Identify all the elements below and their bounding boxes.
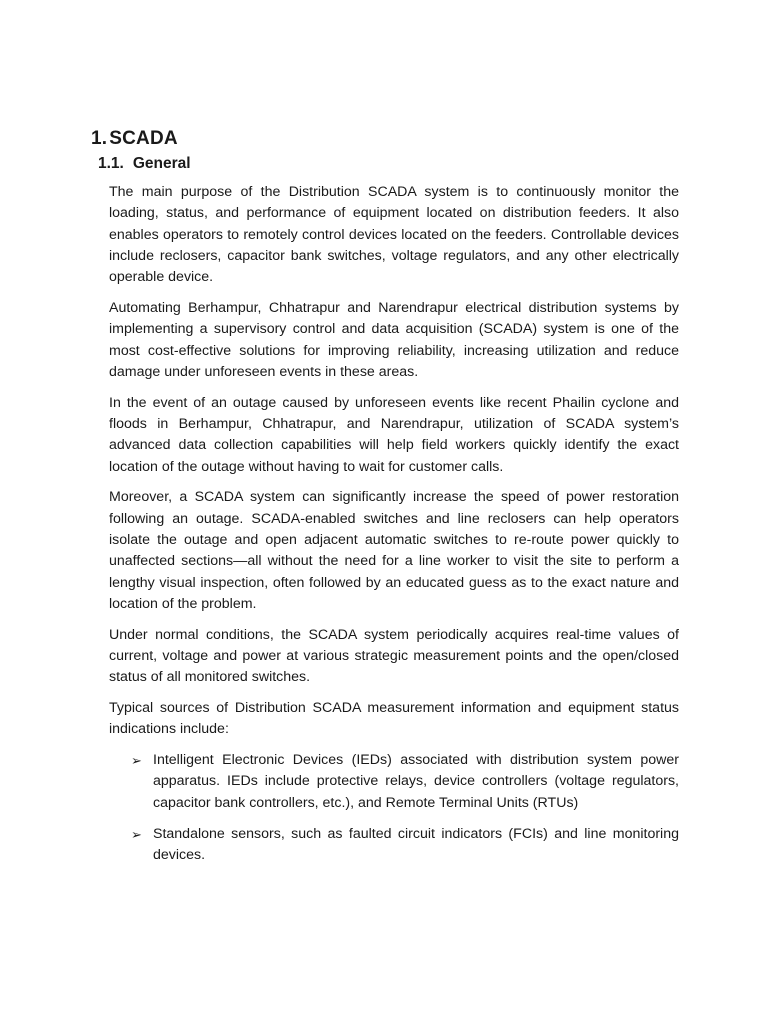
subsection-number: 1.1.	[98, 155, 124, 172]
paragraph-automation: Automating Berhampur, Chhatrapur and Narendrapur electrical distribution systems by implementing a supervisory control and data acquisition (SCADA) system is one of the most cost-effective solutions for improving reliability, increasing utilization and reduce damage under unforeseen events in these areas.	[109, 299, 679, 380]
section-title: SCADA	[109, 128, 178, 149]
paragraph-normal-conditions: Under normal conditions, the SCADA system periodically acquires real-time values of current, voltage and power at various strategic measurement points and the open/closed status of all monitored switches.	[109, 626, 679, 686]
paragraph-outage: In the event of an outage caused by unforeseen events like recent Phailin cyclone and floods in Berhampur, Chhatrapur, and Narendrapur, utilization of SCADA system’s advanced data collection capabilities will help field workers quickly identify the exact location of the outage without having to wait for customer calls.	[109, 394, 679, 475]
list-item-text: Standalone sensors, such as faulted circuit indicators (FCIs) and line monitoring devices.	[153, 825, 679, 863]
list-item	[109, 750, 679, 814]
section-body	[109, 182, 679, 876]
paragraph-sources-intro: Typical sources of Distribution SCADA measurement information and equipment status indications include:	[109, 700, 679, 738]
section-heading	[91, 128, 178, 150]
subsection-title: General	[132, 155, 191, 172]
paragraph-restoration: Moreover, a SCADA system can significantly increase the speed of power restoration following an outage. SCADA-enabled switches and line reclosers can help operators isolate the outage and open adjacent automatic switches to re-route power quickly to unaffected sections—all without the need for a line worker to visit the site to perform a lengthy visual inspection, often followed by an educated guess as to the exact nature and location of the problem.	[109, 489, 679, 612]
list-item	[109, 824, 679, 867]
paragraph-purpose: The main purpose of the Distribution SCADA system is to continuously monitor the loading, status, and performance of equipment located on distribution feeders. It also enables operators to remotely control devices located on the feeders. Controllable devices include reclosers, capacitor bank switches, voltage regulators, and any other electrically operable device.	[109, 184, 679, 286]
arrow-bullet-icon: ➢	[131, 753, 142, 769]
sources-list	[109, 750, 679, 866]
section-number: 1.	[91, 128, 108, 149]
subsection-heading	[98, 155, 191, 173]
arrow-bullet-icon: ➢	[131, 826, 142, 842]
list-item-text: Intelligent Electronic Devices (IEDs) associated with distribution system power apparatus. IEDs include protective relays, device controllers (voltage regulators, capacitor bank controllers, etc.), and Remote Terminal Units (RTUs)	[153, 752, 679, 811]
